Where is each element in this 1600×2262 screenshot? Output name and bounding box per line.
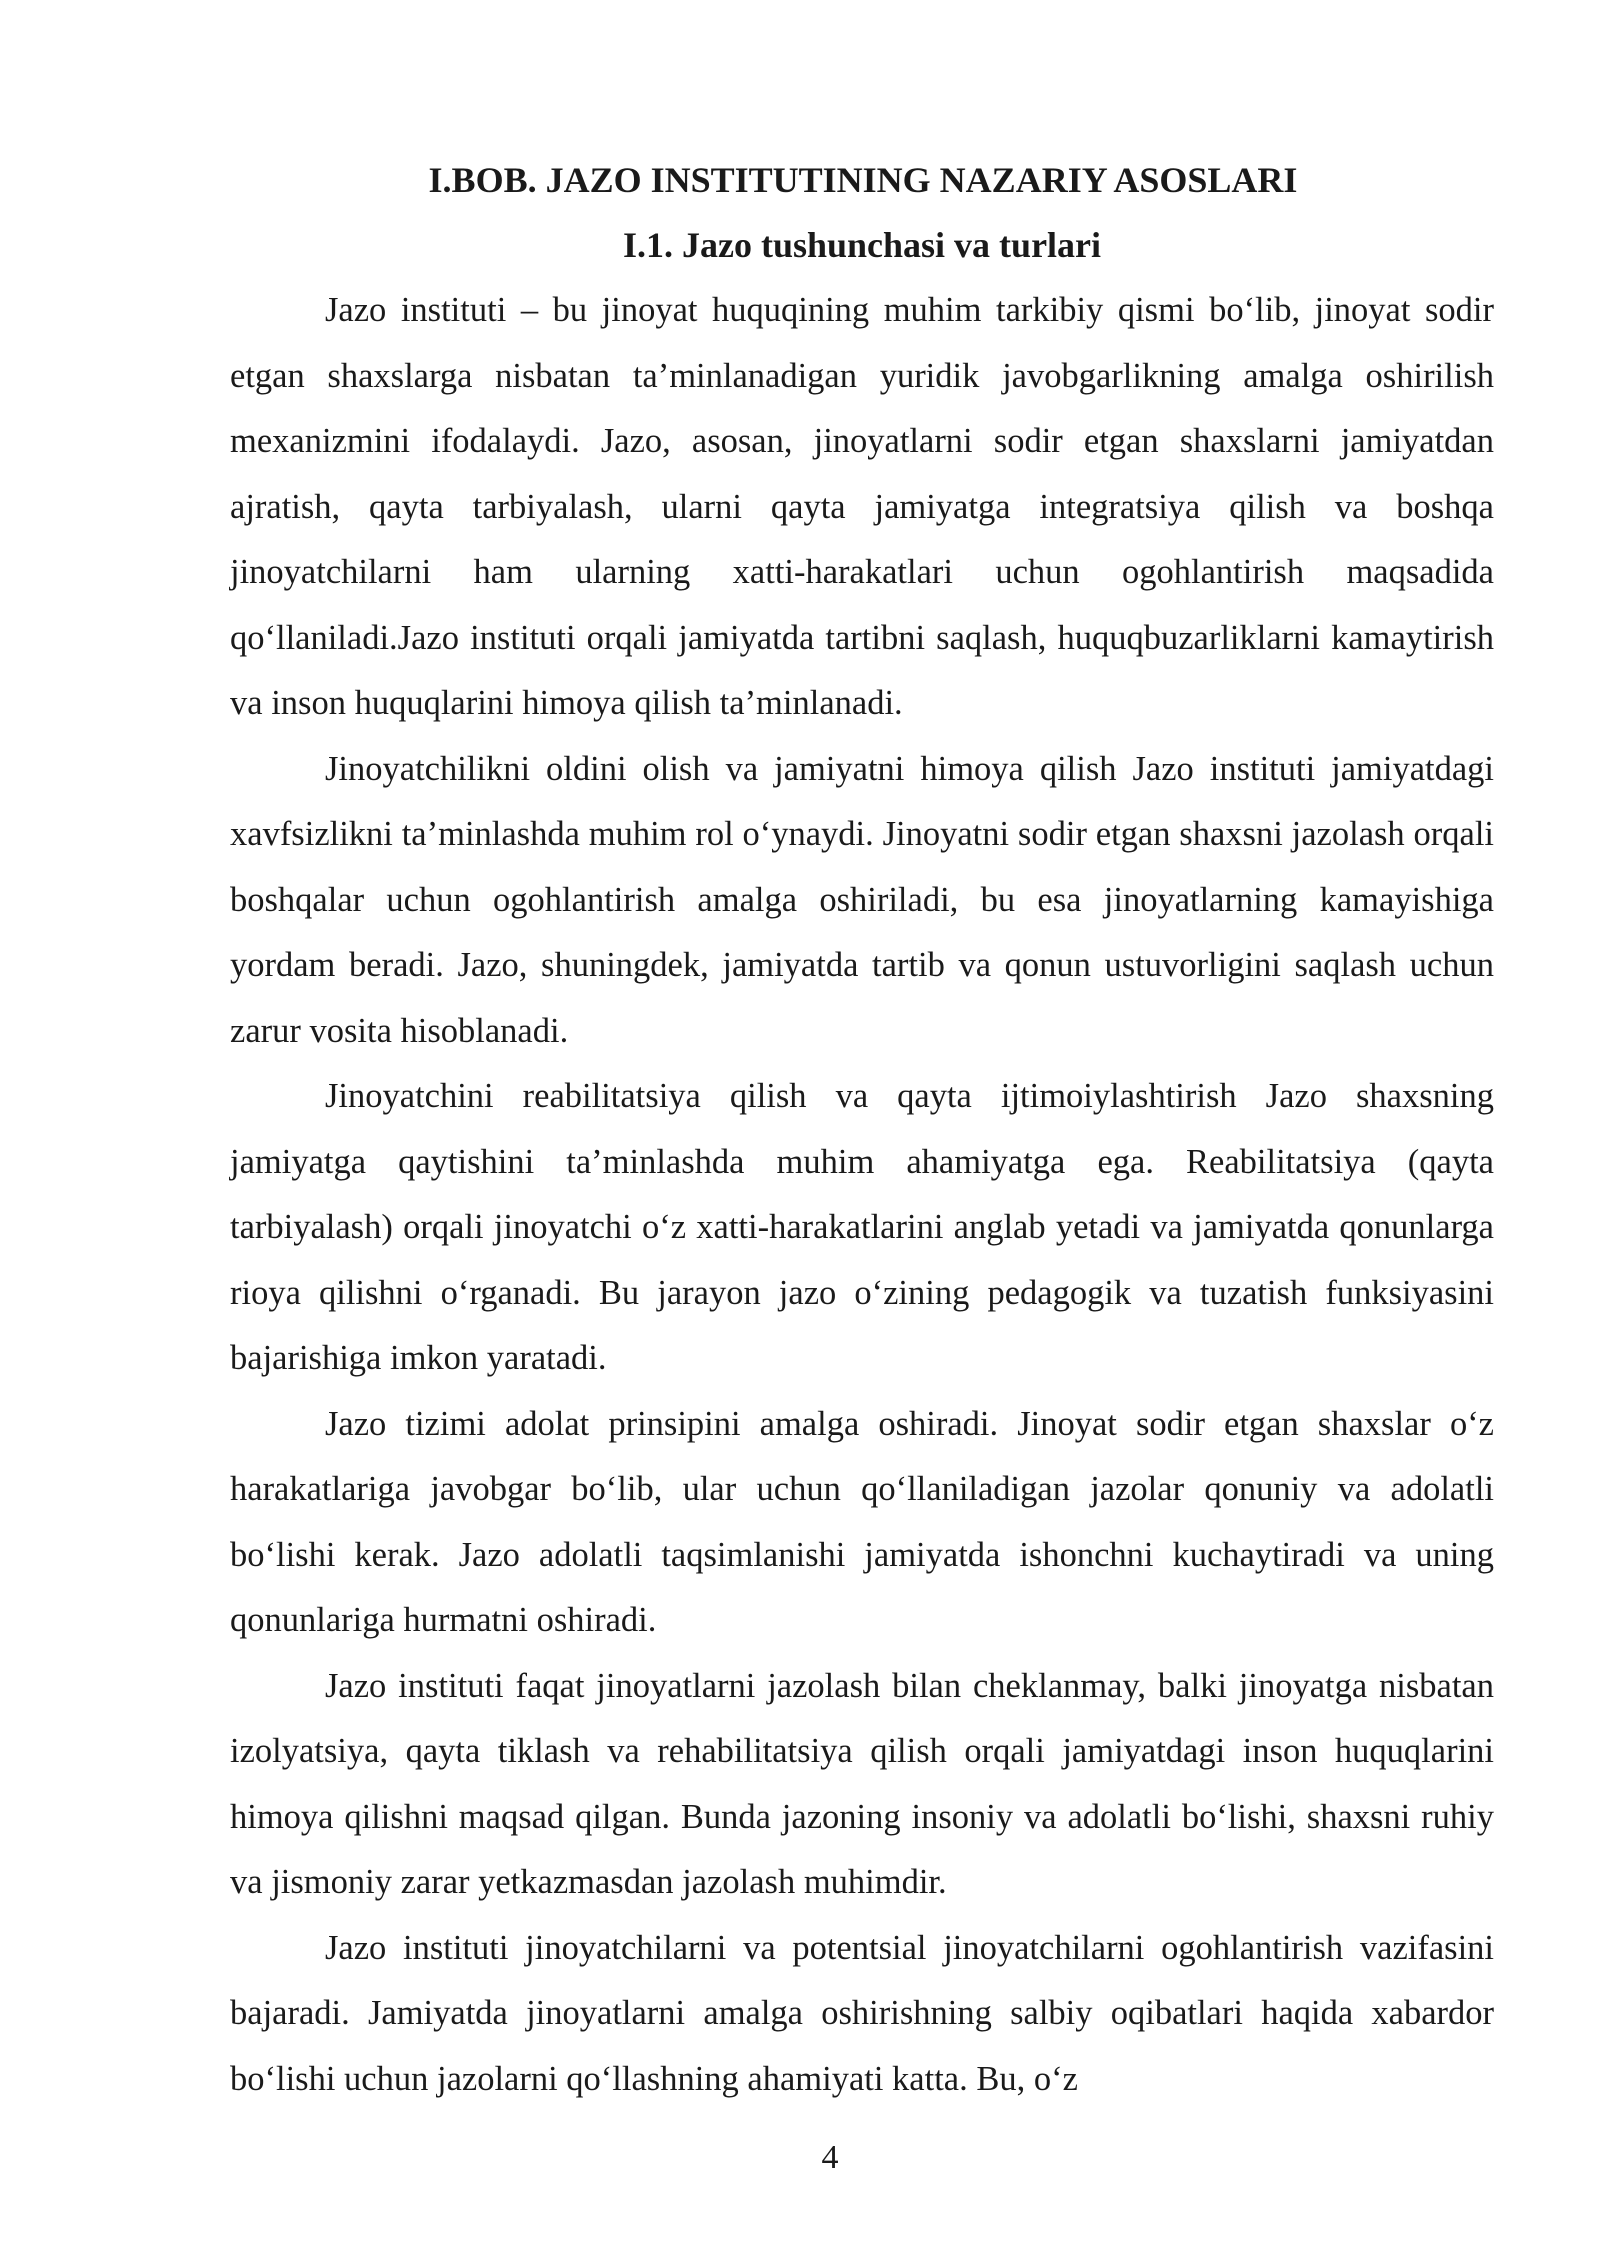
paragraph-5: Jazo instituti faqat jinoyatlarni jazolash bilan cheklanmay, balki jinoyatga nisbatan izolyatsiya, qayta tiklash va rehabilitatsiya qilish orqali jamiyatdagi inson huquqlarini himoya qilishni maqsad qilgan. Bunda jazoning insoniy va adolatli bo‘lishi, shaxsni ruhiy va jismoniy zarar yetkazmasdan jazolash muhimdir. — [230, 1666, 1494, 1901]
chapter-title: I.BOB. JAZO INSTITUTINING NAZARIY ASOSLARI — [428, 160, 1298, 200]
paragraph-1: Jazo instituti – bu jinoyat huquqining muhim tarkibiy qismi bo‘lib, jinoyat sodir etgan shaxslarga nisbatan ta’minlanadigan yuridik javobgarlikning amalga oshirilish mexanizmini ifodalaydi. Jazo, asosan, jinoyatlarni sodir etgan shaxslarni jamiyatdan ajratish, qayta tarbiyalash, ularni qayta jamiyatga integratsiya qilish va boshqa jinoyatchilarni ham ularning xatti-harakatlari uchun ogohlantirish maqsadida qo‘llaniladi.Jazo instituti orqali jamiyatda tartibni saqlash, huquqbuzarliklarni kamaytirish va inson huquqlarini himoya qilish ta’minlanadi. — [230, 291, 1494, 722]
paragraph-2: Jinoyatchilikni oldini olish va jamiyatni himoya qilish Jazo instituti jamiyatdagi xavfsizlikni ta’minlashda muhim rol o‘ynaydi. Jinoyatni sodir etgan shaxsni jazolash orqali boshqalar uchun ogohlantirish amalga oshiriladi, bu esa jinoyatlarning kamayishiga yordam beradi. Jazo, shuningdek, jamiyatda tartib va qonun ustuvorligini saqlash uchun zarur vosita hisoblanadi. — [230, 749, 1494, 1050]
paragraph-3: Jinoyatchini reabilitatsiya qilish va qayta ijtimoiylashtirish Jazo shaxsning jamiyatga qaytishini ta’minlashda muhim ahamiyatga ega. Reabilitatsiya (qayta tarbiyalash) orqali jinoyatchi o‘z xatti-harakatlarini anglab yetadi va jamiyatda qonunlarga rioya qilishni o‘rganadi. Bu jarayon jazo o‘zining pedagogik va tuzatish funksiyasini bajarishiga imkon yaratadi. — [230, 1077, 1494, 1377]
page-content — [230, 148, 1494, 2112]
section-title: I.1. Jazo tushunchasi va turlari — [622, 225, 1102, 265]
paragraph-6: Jazo instituti jinoyatchilarni va potentsial jinoyatchilarni ogohlantirish vazifasini bajaradi. Jamiyatda jinoyatlarni amalga oshirishning salbiy oqibatlari haqida xabardor bo‘lishi uchun jazolarni qo‘llashning ahamiyati katta. Bu, o‘z — [230, 1928, 1494, 2098]
paragraph-4: Jazo tizimi adolat prinsipini amalga oshiradi. Jinoyat sodir etgan shaxslar o‘z harakatlariga javobgar bo‘lib, ular uchun qo‘llaniladigan jazolar qonuniy va adolatli bo‘lishi kerak. Jazo adolatli taqsimlanishi jamiyatda ishonchni kuchaytiradi va uning qonunlariga hurmatni oshiradi. — [230, 1404, 1494, 1639]
page-number: 4 — [821, 2139, 839, 2176]
